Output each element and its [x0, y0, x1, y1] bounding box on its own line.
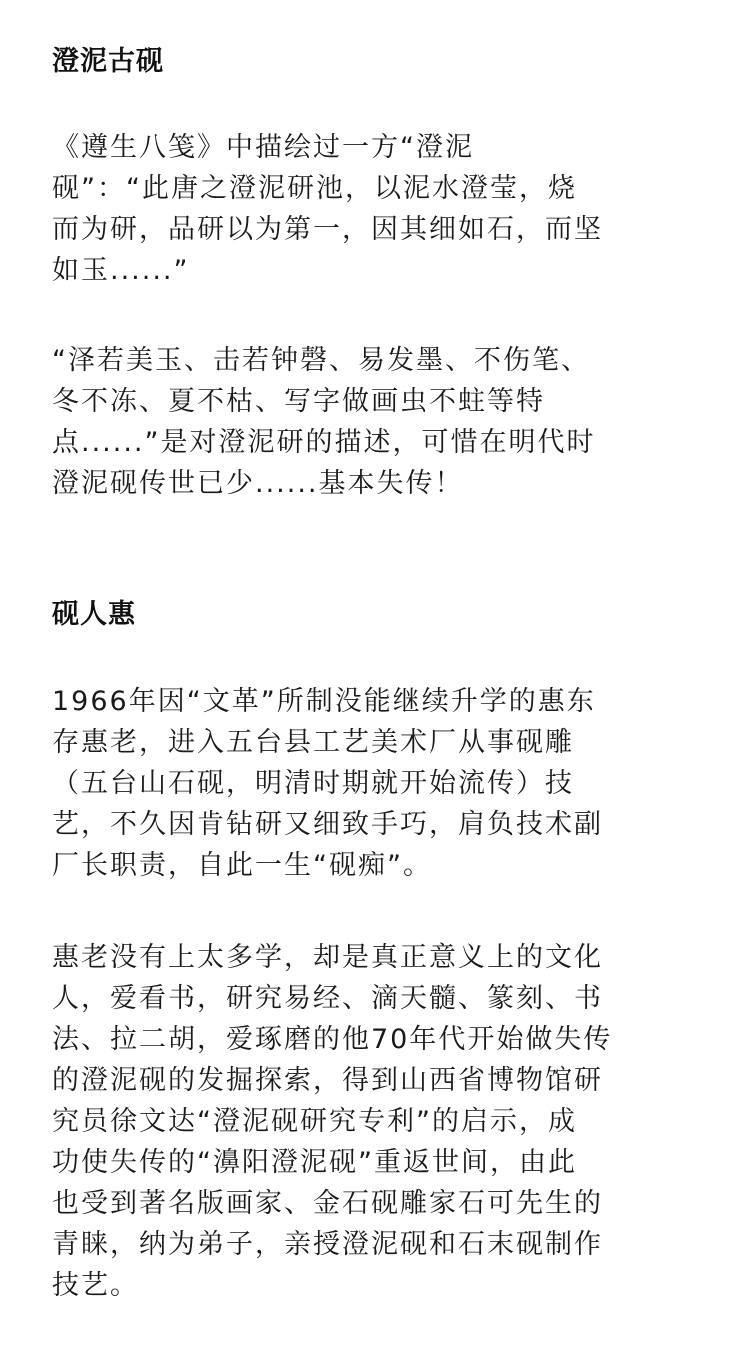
paragraph-line: 存惠老，进入五台县工艺美术厂从事砚雕	[52, 727, 574, 758]
paragraph-line: 如玉......”	[52, 255, 190, 286]
paragraph-line: 的澄泥砚的发掘探索，得到山西省博物馆研	[52, 1065, 603, 1096]
paragraph-line: 技艺。	[52, 1270, 139, 1301]
paragraph-line: 冬不冻、夏不枯、写字做画虫不蛀等特	[52, 386, 545, 417]
paragraph-line: 人，爱看书，研究易经、滴天髓、篆刻、书	[52, 983, 603, 1014]
paragraph-line: 功使失传的“濞阳澄泥砚”重返世间，由此	[52, 1147, 577, 1178]
paragraph-line: 《遵生八笺》中描绘过一方“澄泥	[52, 132, 474, 163]
paragraph-line: 点......”是对澄泥研的描述，可惜在明代时	[52, 427, 596, 458]
paragraph-line: 也受到著名版画家、金石砚雕家石可先生的	[52, 1188, 603, 1219]
paragraph-line: 厂长职责，自此一生“砚痴”。	[52, 850, 432, 881]
paragraph-line: 1966年因“文革”所制没能继续升学的惠东	[52, 686, 596, 717]
paragraph-line: 惠老没有上太多学，却是真正意义上的文化	[52, 942, 603, 973]
paragraph-biography-1966	[52, 681, 677, 886]
paragraph-line: 青睐，纳为弟子，亲授澄泥砚和石末砚制作	[52, 1229, 603, 1260]
paragraph-line: 究员徐文达“澄泥砚研究专利”的启示，成	[52, 1106, 577, 1137]
paragraph-line: 法、拉二胡，爱琢磨的他70年代开始做失传	[52, 1024, 613, 1055]
paragraph-zunsheng-quote	[52, 127, 677, 291]
paragraph-characteristics	[52, 340, 677, 504]
paragraph-biography-culture	[52, 937, 677, 1306]
paragraph-line: 而为研，品研以为第一，因其细如石，而坚	[52, 214, 603, 245]
paragraph-line: “泽若美玉、击若钟磬、易发墨、不伤笔、	[52, 345, 590, 376]
paragraph-line: 澄泥砚传世已少......基本失传！	[52, 468, 464, 499]
section-heading-cheng-ni-gu-yan: 澄泥古砚	[52, 46, 164, 77]
paragraph-line: （五台山石砚，明清时期就开始流传）技	[52, 768, 574, 799]
section-heading-yan-ren-hui: 砚人惠	[52, 599, 136, 630]
paragraph-line: 艺，不久因肯钻研又细致手巧，肩负技术副	[52, 809, 603, 840]
paragraph-line: 砚”：“此唐之澄泥研池，以泥水澄莹，烧	[52, 173, 577, 204]
